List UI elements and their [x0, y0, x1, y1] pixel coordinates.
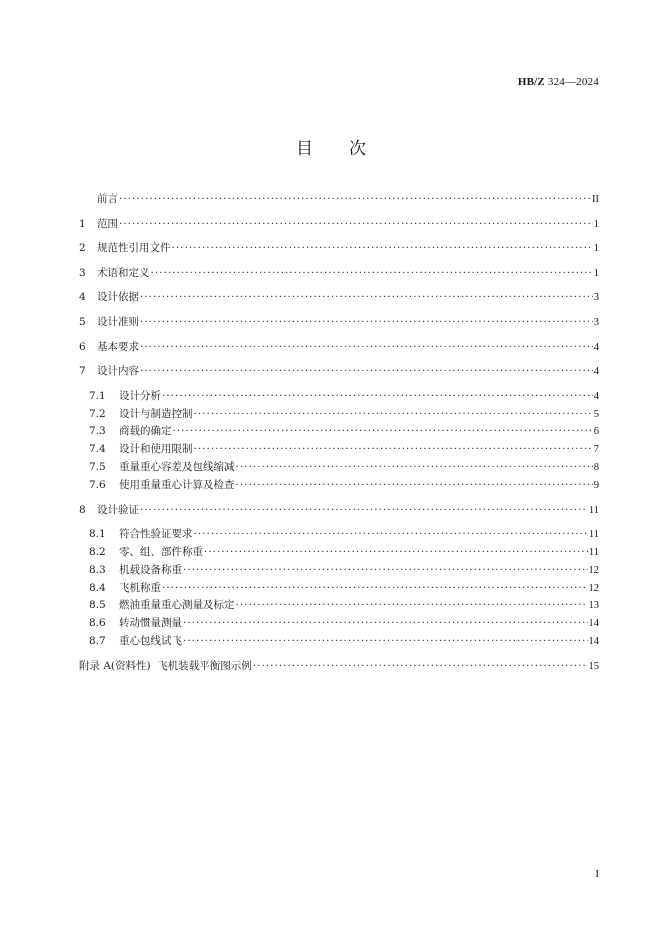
- toc-entry-label: 符合性验证要求: [119, 528, 193, 541]
- toc-dot-leader: [183, 632, 588, 650]
- toc-entry-label: 设计与制造控制: [119, 407, 193, 420]
- toc-entry-label: 设计准则: [97, 315, 139, 328]
- toc-entry-number: 附录 A(资料性): [79, 659, 151, 672]
- toc-entry-number: 8.7: [89, 634, 106, 647]
- toc-entry-page: 7: [593, 444, 599, 456]
- toc-entry[interactable]: [79, 525, 599, 543]
- toc-entry-number: 3: [79, 266, 86, 279]
- page-title: 目次: [296, 139, 402, 159]
- toc-dot-leader: [236, 458, 593, 476]
- toc-entry-label: 术语和定义: [97, 266, 150, 279]
- toc-entry-number: 8.5: [89, 599, 106, 612]
- toc-entry[interactable]: [79, 476, 599, 494]
- toc-entry-label: 规范性引用文件: [97, 242, 171, 255]
- toc-entry-page: 1: [593, 267, 599, 279]
- toc-entry-label: 设计和使用限制: [119, 443, 193, 456]
- toc-entry-label: 燃油重量重心测量及标定: [119, 599, 235, 612]
- toc-entry-label: 重量重心容差及包线缩减: [119, 460, 235, 473]
- toc-entry-number: 8.4: [89, 581, 106, 594]
- toc-entry-page: 3: [593, 292, 599, 304]
- toc-dot-leader: [162, 387, 593, 405]
- toc-entry[interactable]: [79, 458, 599, 476]
- toc-entry-label: 前言: [97, 193, 118, 205]
- toc-entry[interactable]: [79, 422, 599, 440]
- toc-entry[interactable]: [79, 190, 599, 215]
- toc-entry-label: 机载设备称重: [119, 563, 182, 576]
- toc-dot-leader: [151, 264, 593, 282]
- toc-entry[interactable]: [79, 264, 599, 289]
- toc-dot-leader: [236, 596, 588, 614]
- toc-entry-label: 使用重量重心计算及检查: [119, 478, 235, 491]
- toc-entry-number: 7.3: [89, 425, 106, 438]
- toc-entry-page: 12: [588, 582, 599, 594]
- toc-entry-number: 8.6: [89, 617, 106, 630]
- toc-entry[interactable]: [79, 579, 599, 597]
- toc-dot-leader: [140, 288, 593, 306]
- toc-dot-leader: [183, 614, 588, 632]
- toc-entry-label: 商载的确定: [119, 425, 172, 438]
- toc-entry[interactable]: [79, 288, 599, 313]
- toc-dot-leader: [194, 405, 593, 423]
- toc-dot-leader: [194, 525, 588, 543]
- toc-dot-leader: [204, 543, 588, 561]
- toc-entry-page: 14: [588, 635, 599, 647]
- toc-entry-number: 4: [79, 291, 86, 304]
- toc-entry-page: 15: [588, 660, 599, 672]
- toc-entry-label: 设计内容: [97, 365, 139, 378]
- toc-entry-page: 4: [593, 341, 599, 353]
- toc-entry-label: 基本要求: [97, 340, 139, 353]
- toc-entry-label: 设计验证: [97, 503, 139, 516]
- toc-dot-leader: [119, 190, 591, 208]
- toc-entry-page: 4: [593, 390, 599, 402]
- toc-entry-page: 11: [588, 504, 599, 516]
- toc-dot-leader: [140, 313, 593, 331]
- toc-entry-page: 14: [588, 618, 599, 630]
- toc-dot-leader: [173, 422, 593, 440]
- toc-dot-leader: [140, 338, 593, 356]
- toc-dot-leader: [194, 440, 593, 458]
- footer-page-number: I: [595, 868, 599, 880]
- toc-dot-leader: [140, 501, 588, 519]
- toc-entry[interactable]: [79, 338, 599, 363]
- toc-entry[interactable]: [79, 387, 599, 405]
- toc-entry[interactable]: [79, 657, 599, 675]
- toc-entry[interactable]: [79, 614, 599, 632]
- toc-entry-label: 零、组、部件称重: [119, 545, 203, 558]
- toc-entry-page: 8: [593, 461, 599, 473]
- toc-entry-number: 7.4: [89, 443, 106, 456]
- toc-entry-page: 6: [593, 426, 599, 438]
- document-code-number: 324—2024: [544, 76, 599, 88]
- toc-entry-number: 8: [79, 503, 86, 516]
- toc-entry-label: 设计分析: [119, 389, 161, 402]
- toc-entry-page: 4: [593, 366, 599, 378]
- document-code: [518, 76, 599, 88]
- toc-entry-page: 3: [593, 316, 599, 328]
- toc-entry[interactable]: [79, 362, 599, 387]
- toc-entry-page: 11: [588, 546, 599, 558]
- toc-entry-page: 9: [593, 479, 599, 491]
- toc-entry-number: 5: [79, 315, 86, 328]
- toc-dot-leader: [162, 579, 588, 597]
- toc-entry-page: 13: [588, 600, 599, 612]
- toc-entry-number: 8.1: [89, 528, 106, 541]
- toc-entry-label: 飞机装载平衡图示例: [150, 659, 252, 672]
- toc-entry[interactable]: [79, 501, 599, 526]
- toc-entry[interactable]: [79, 632, 599, 650]
- toc-entry[interactable]: [79, 543, 599, 561]
- toc-entry-number: 1: [79, 217, 86, 230]
- toc-entry-label: 重心包线试飞: [119, 634, 182, 647]
- toc-entry-number: 2: [79, 242, 86, 255]
- toc-entry-label: 设计依据: [97, 291, 139, 304]
- toc-entry[interactable]: [79, 405, 599, 423]
- table-of-contents: [79, 190, 599, 675]
- toc-entry-number: 7.2: [89, 407, 106, 420]
- toc-entry-number: 7.1: [89, 389, 106, 402]
- document-code-prefix: HB/Z: [517, 76, 545, 88]
- toc-entry-number: 7.5: [89, 460, 106, 473]
- toc-entry-page: 5: [593, 408, 599, 420]
- toc-entry-number: 8.2: [89, 545, 106, 558]
- toc-entry[interactable]: [79, 561, 599, 579]
- toc-entry[interactable]: [79, 215, 599, 240]
- toc-entry[interactable]: [79, 596, 599, 614]
- toc-dot-leader: [236, 476, 593, 494]
- toc-entry-number: 8.3: [89, 563, 106, 576]
- toc-entry-page: 11: [588, 529, 599, 541]
- toc-entry-number: 7: [79, 365, 86, 378]
- toc-entry-label: 范围: [97, 217, 118, 230]
- toc-dot-leader: [253, 657, 588, 675]
- toc-entry[interactable]: [79, 313, 599, 338]
- toc-entry-page: 12: [588, 564, 599, 576]
- toc-dot-leader: [183, 561, 588, 579]
- toc-dot-leader: [140, 362, 593, 380]
- toc-entry-page: 1: [593, 243, 599, 255]
- toc-dot-leader: [172, 239, 593, 257]
- toc-entry-number: 7.6: [89, 478, 106, 491]
- toc-entry-page: 1: [593, 218, 599, 230]
- toc-entry[interactable]: [79, 440, 599, 458]
- toc-entry-label: 转动惯量测量: [119, 617, 182, 630]
- toc-entry[interactable]: [79, 239, 599, 264]
- toc-dot-leader: [119, 215, 593, 233]
- toc-entry-label: 飞机称重: [119, 581, 161, 594]
- toc-entry-number: 6: [79, 340, 86, 353]
- toc-entry-page: II: [592, 194, 599, 205]
